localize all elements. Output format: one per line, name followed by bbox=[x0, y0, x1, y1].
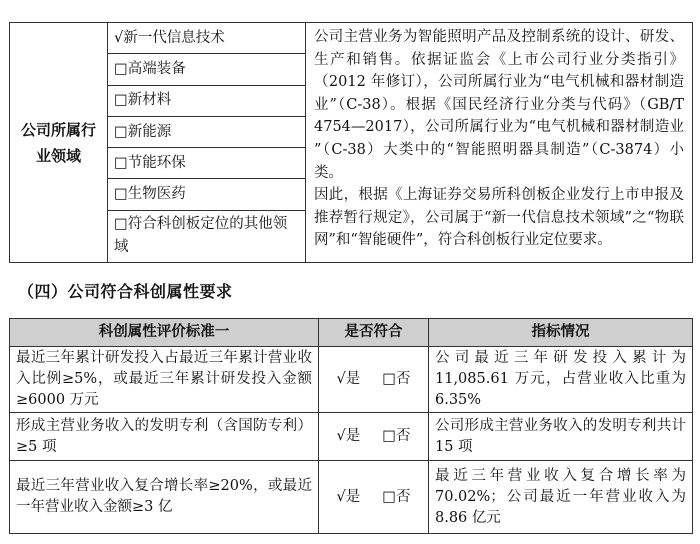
no-checkbox: □否 bbox=[382, 371, 411, 387]
industry-row-label: 公司所属行业领域 bbox=[10, 23, 108, 263]
status-cell: 公司最近三年研发投入累计为11,085.61 万元，占营业收入比重为6.35% bbox=[429, 347, 693, 413]
header-status: 指标情况 bbox=[429, 319, 693, 347]
description-paragraph: 公司主营业务为智能照明产品及控制系统的设计、研发、生产和销售。依据证监会《上市公司行业分类指引》（2012 年修订），公司所属行业为“电气机械和器材制造业”（C-38）。根据《国民经济行业分类与代码》（GB/T 4754—2017），公司所属行业为“电气机械和器材制造业 ”（C-38）大类中的“智能照明器具制造”（C-3874）小类。 bbox=[314, 29, 684, 181]
industry-option: □新材料 bbox=[108, 85, 306, 116]
status-cell: 最近三年营业收入复合增长率为70.02%；公司最近一年营业收入为8.86 亿元 bbox=[429, 461, 693, 534]
compliance-cell bbox=[319, 413, 429, 461]
industry-option: □节能环保 bbox=[108, 148, 306, 179]
industry-option: □生物医药 bbox=[108, 179, 306, 210]
industry-table bbox=[9, 22, 693, 263]
description-paragraph: 因此，根据《上海证券交易所科创板企业发行上市申报及推荐暂行规定》，公司属于“新一代信息技术领域”之“物联网”和“智能硬件”，符合科创板行业定位要求。 bbox=[314, 187, 684, 249]
criterion-cell: 最近三年营业收入复合增长率≥20%，或最近一年营业收入金额≥3 亿 bbox=[10, 461, 319, 534]
compliance-cell bbox=[319, 461, 429, 534]
no-checkbox: □否 bbox=[382, 488, 411, 505]
criteria-table bbox=[9, 318, 693, 534]
compliance-cell bbox=[319, 347, 429, 413]
industry-option: □新能源 bbox=[108, 116, 306, 147]
no-checkbox: □否 bbox=[382, 428, 411, 444]
criterion-cell: 最近三年累计研发投入占最近三年累计营业收入比例≥5%，或最近三年累计研发投入金额≥6000 万元 bbox=[10, 347, 319, 413]
industry-description bbox=[306, 23, 693, 263]
yes-checkbox: √是 bbox=[336, 488, 361, 505]
header-compliance: 是否符合 bbox=[319, 319, 429, 347]
table-row bbox=[10, 461, 693, 534]
industry-option: √新一代信息技术 bbox=[108, 23, 306, 54]
yes-checkbox: √是 bbox=[336, 428, 361, 444]
status-cell: 公司形成主营业务收入的发明专利共计 15 项 bbox=[429, 413, 693, 461]
table-header-row bbox=[10, 319, 693, 347]
yes-checkbox: √是 bbox=[336, 371, 361, 387]
criterion-cell: 形成主营业务收入的发明专利（含国防专利）≥5 项 bbox=[10, 413, 319, 461]
industry-option: □符合科创板定位的其他领域 bbox=[108, 210, 306, 262]
industry-option: □高端装备 bbox=[108, 54, 306, 85]
table-row bbox=[10, 413, 693, 461]
section-heading: （四）公司符合科创属性要求 bbox=[18, 282, 233, 301]
table-row bbox=[10, 347, 693, 413]
header-criterion: 科创属性评价标准一 bbox=[10, 319, 319, 347]
